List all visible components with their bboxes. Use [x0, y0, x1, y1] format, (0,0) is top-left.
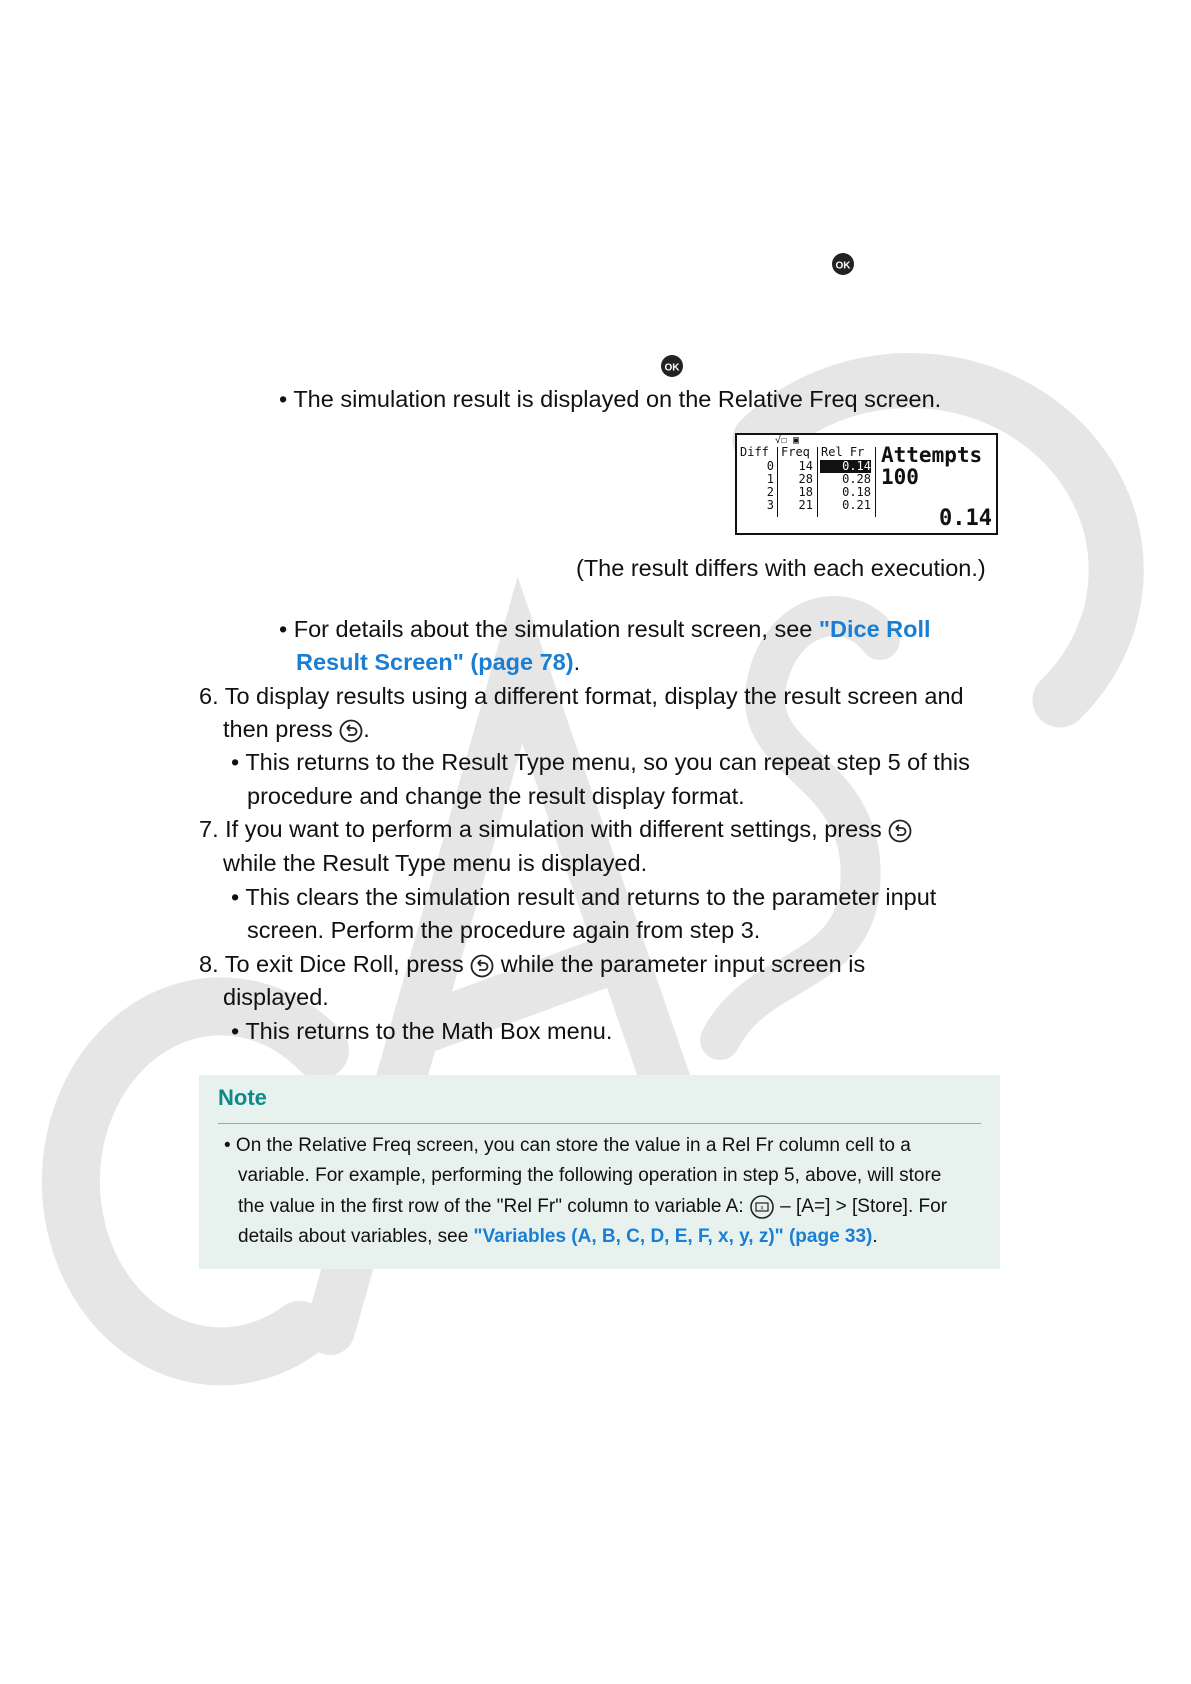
svg-text:OK: OK: [664, 362, 680, 374]
note-line-4: details about variables, see "Variables (A, B, C, D, E, F, x, y, z)" (page 33).: [238, 1226, 878, 1247]
selected-cell[interactable]: 0.14: [820, 460, 871, 473]
step-7-bullet: • This clears the simulation result and returns to the parameter input: [231, 884, 937, 910]
table-cell: 0.21: [842, 498, 871, 512]
cell-value-display: 0.14: [939, 506, 992, 531]
table-cell: 28: [798, 472, 813, 486]
table-cell: 3: [766, 498, 774, 512]
table-cell: 0.18: [842, 485, 871, 499]
step-6-cont: then press .: [223, 716, 370, 742]
calculator-screen: [735, 433, 998, 535]
step-8-bullet: • This returns to the Math Box menu.: [231, 1018, 613, 1044]
bullet-details-cont: Result Screen" (page 78).: [296, 649, 581, 675]
svg-text:OK: OK: [835, 260, 851, 272]
watermark-letter-o: [760, 381, 1116, 700]
table-cell: 14: [798, 459, 813, 473]
note-line-3: the value in the first row of the "Rel Fr" column to variable A: x – [A=] > [Store]. For: [238, 1196, 948, 1217]
attempts-value: 100: [881, 465, 919, 489]
note-line-1: • On the Relative Freq screen, you can store the value in a Rel Fr column cell to a: [224, 1135, 911, 1156]
step-7-cont: while the Result Type menu is displayed.: [223, 850, 648, 876]
note-box: [199, 1075, 1000, 1269]
variables-link[interactable]: "Variables (A, B, C, D, E, F, x, y, z)" (page 33): [473, 1226, 873, 1247]
col-header-diff: Diff: [740, 445, 769, 459]
table-cell: 0.28: [842, 472, 871, 486]
col-header-freq: Freq: [781, 445, 810, 459]
dice-roll-result-link[interactable]: "Dice Roll: [818, 616, 931, 642]
status-icons: √☐ ▣: [775, 435, 800, 446]
table-cell: 2: [766, 485, 774, 499]
table-cell: 21: [798, 498, 813, 512]
table-cell: 1: [766, 472, 774, 486]
result-caption: (The result differs with each execution.): [576, 555, 986, 581]
dice-roll-result-link[interactable]: Result Screen" (page 78): [296, 649, 574, 675]
col-header-relfr: Rel Fr: [821, 445, 865, 459]
variable-key-icon: [749, 1195, 775, 1219]
step-8: 8. To exit Dice Roll, press while the parameter input screen is: [199, 951, 866, 977]
return-key-icon: [339, 719, 363, 743]
bullet-details: • For details about the simulation result screen, see "Dice Roll: [279, 616, 931, 642]
step-7-bullet-cont: screen. Perform the procedure again from step 3.: [247, 917, 761, 943]
svg-text:x: x: [760, 1205, 764, 1212]
attempts-label: Attempts: [881, 443, 983, 467]
note-divider: [218, 1123, 981, 1124]
table-cell: 18: [798, 485, 813, 499]
return-key-icon: [470, 954, 494, 978]
bullet-simulation-result: • The simulation result is displayed on the Relative Freq screen.: [279, 386, 942, 412]
step-6-bullet: • This returns to the Result Type menu, so you can repeat step 5 of this: [231, 749, 970, 775]
table-cell: 0: [766, 459, 774, 473]
step-8-cont: displayed.: [223, 984, 329, 1010]
return-key-icon: [888, 819, 912, 843]
ok-key-icon: [660, 354, 684, 378]
note-title: Note: [218, 1085, 267, 1110]
ok-key-icon: [831, 252, 855, 276]
step-7: 7. If you want to perform a simulation with different settings, press: [199, 812, 912, 846]
step-6: 6. To display results using a different format, display the result screen and: [199, 683, 964, 709]
note-line-2: variable. For example, performing the following operation in step 5, above, will store: [238, 1165, 942, 1186]
step-6-bullet-cont: procedure and change the result display format.: [247, 783, 745, 809]
